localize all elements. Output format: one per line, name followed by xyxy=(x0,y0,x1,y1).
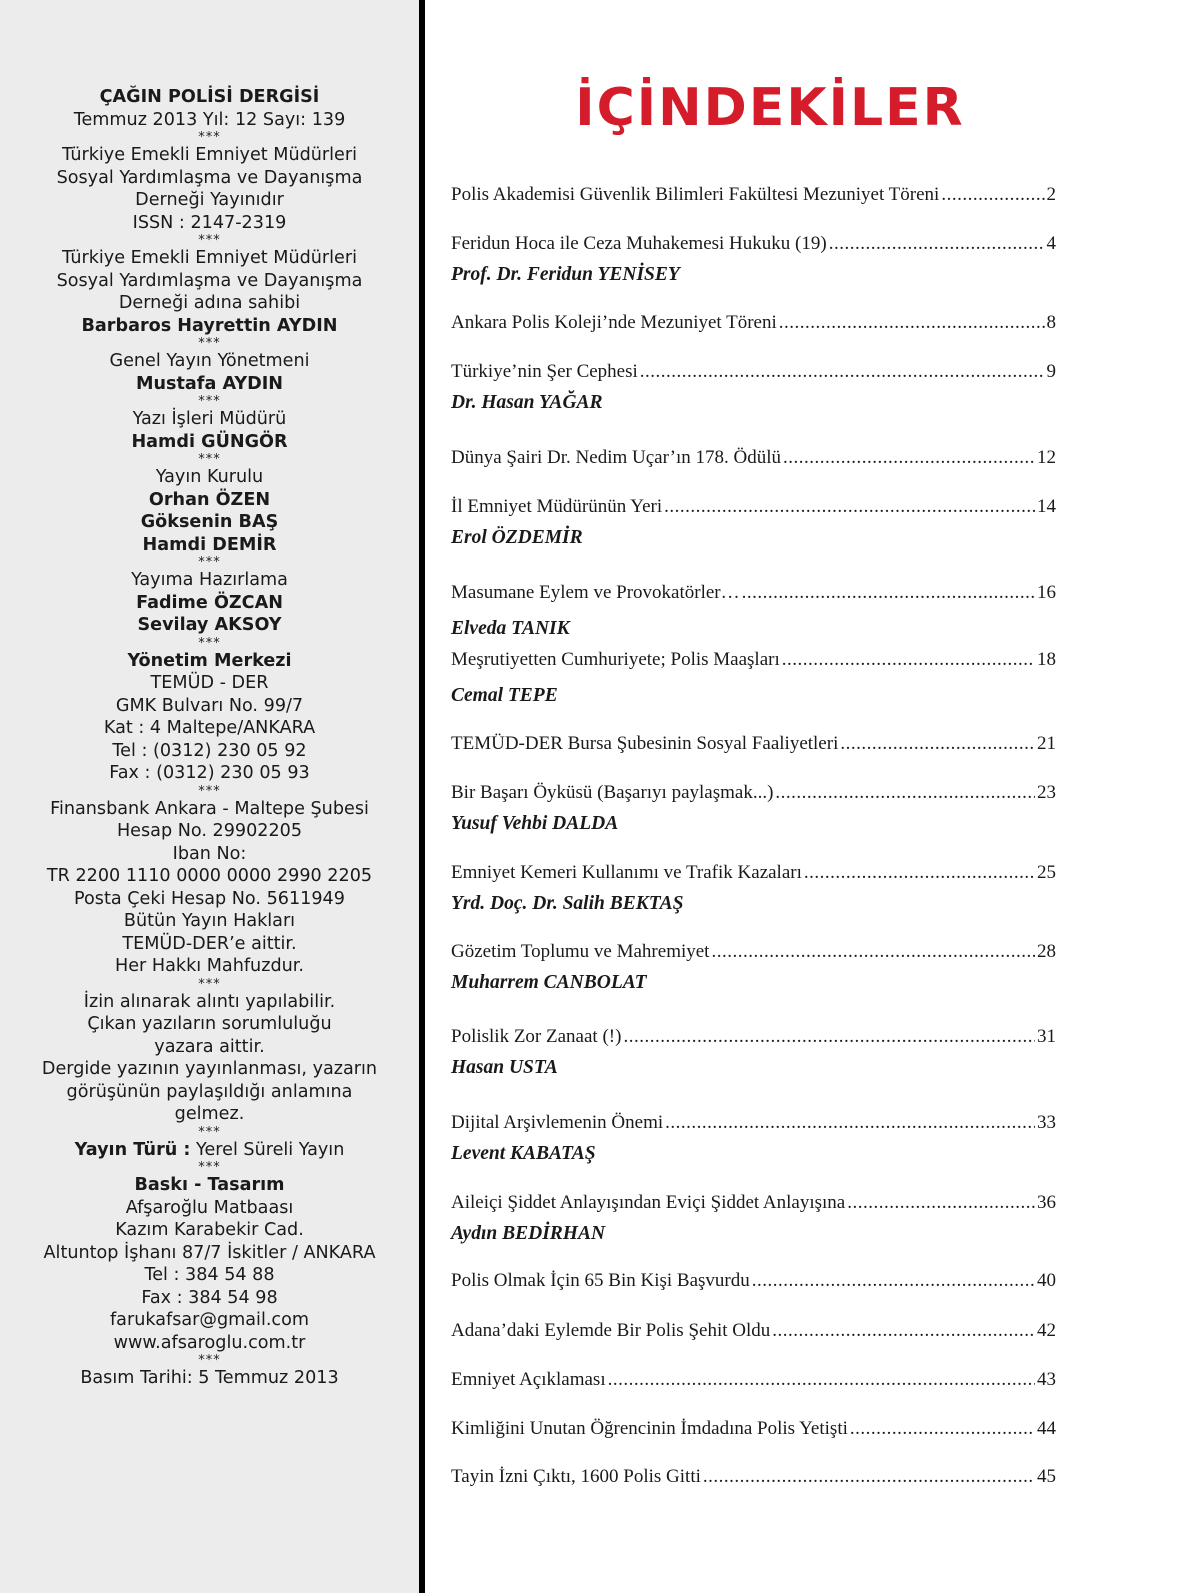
masthead-separator: *** xyxy=(198,130,221,145)
toc-leader-dots xyxy=(847,1191,1035,1215)
toc-entry-page: 21 xyxy=(1037,733,1056,754)
toc-entry-page: 33 xyxy=(1037,1112,1056,1133)
toc-entry-page: 43 xyxy=(1037,1369,1056,1390)
masthead-line: Bütün Yayın Hakları xyxy=(123,911,296,931)
masthead-separator: *** xyxy=(198,1124,221,1140)
toc-entry xyxy=(451,360,1056,384)
masthead-line: Mustafa AYDIN xyxy=(136,373,283,394)
toc-entry-title: Ankara Polis Koleji’nde Mezuniyet Töreni xyxy=(451,312,777,333)
toc-entry-author: Prof. Dr. Feridun YENİSEY xyxy=(451,264,680,285)
toc-entry-title: Emniyet Açıklaması xyxy=(451,1369,606,1390)
toc-entry xyxy=(451,648,1056,672)
masthead-line: Barbaros Hayrettin AYDIN xyxy=(81,315,338,336)
toc-entry xyxy=(451,232,1056,256)
masthead-line: GMK Bulvarı No. 99/7 xyxy=(115,695,304,716)
masthead-separator: *** xyxy=(198,1160,221,1175)
masthead-separator: *** xyxy=(198,1353,221,1368)
toc-entry-author: Yrd. Doç. Dr. Salih BEKTAŞ xyxy=(451,893,684,914)
masthead-line: Sosyal Yardımlaşma ve Dayanışma xyxy=(56,167,363,188)
toc-entry-page: 12 xyxy=(1037,447,1056,468)
toc-entry-title: Polislik Zor Zanaat (!) xyxy=(451,1026,622,1047)
masthead-line: Temmuz 2013 Yıl: 12 Sayı: 139 xyxy=(73,109,346,130)
toc-leader-dots xyxy=(779,311,1045,335)
masthead-line: Yayın Kurulu xyxy=(155,467,264,487)
toc-leader-dots xyxy=(703,1465,1035,1489)
toc-entry xyxy=(451,1368,1056,1392)
masthead-separator: *** xyxy=(198,233,221,248)
toc-entry xyxy=(451,861,1056,885)
masthead-line: Derneği Yayınıdır xyxy=(135,190,284,210)
toc-entry-page: 23 xyxy=(1037,782,1056,803)
contents-page xyxy=(431,0,1181,1593)
masthead-line: Basım Tarihi: 5 Temmuz 2013 xyxy=(80,1368,339,1388)
toc-leader-dots xyxy=(608,1368,1035,1392)
toc-entry-page: 44 xyxy=(1037,1418,1056,1439)
toc-entry-title: Kimliğini Unutan Öğrencinin İmdadına Polis Yetişti xyxy=(451,1418,848,1439)
toc-entry xyxy=(451,1319,1056,1343)
toc-entry-author: Yusuf Vehbi DALDA xyxy=(451,813,619,834)
toc-entry-author: Aydın BEDİRHAN xyxy=(451,1223,606,1244)
masthead-line: Göksenin BAŞ xyxy=(140,512,279,532)
masthead-line: Iban No: xyxy=(172,843,247,864)
toc-entry xyxy=(451,1465,1056,1489)
toc-entry xyxy=(451,1417,1056,1441)
toc-entry xyxy=(451,940,1056,964)
masthead-line: İzin alınarak alıntı yapılabilir. xyxy=(83,991,336,1012)
masthead-line: Çıkan yazıların sorumluluğu xyxy=(87,1014,332,1034)
toc-entry-author: Dr. Hasan YAĞAR xyxy=(451,392,603,413)
masthead-line: Türkiye Emekli Emniyet Müdürleri xyxy=(62,145,357,165)
masthead-line: farukafsar@gmail.com xyxy=(109,1310,310,1330)
toc-leader-dots xyxy=(640,360,1045,384)
toc-entry-title: Adana’daki Eylemde Bir Polis Şehit Oldu xyxy=(451,1320,771,1341)
toc-entry-title: Bir Başarı Öyküsü (Başarıyı paylaşmak...) xyxy=(451,782,774,803)
toc-entry xyxy=(451,1025,1056,1049)
toc-entry-page: 36 xyxy=(1037,1192,1056,1213)
toc-entry xyxy=(451,495,1056,519)
masthead-separator: *** xyxy=(198,394,221,409)
toc-entry-title: Dünya Şairi Dr. Nedim Uçar’ın 178. Ödülü xyxy=(451,447,781,468)
masthead-line: ISSN : 2147-2319 xyxy=(132,212,287,233)
toc-entry-page: 40 xyxy=(1037,1270,1056,1291)
toc-leader-dots xyxy=(782,648,1035,672)
masthead-line: TEMÜD-DER’e aittir. xyxy=(122,933,297,954)
toc-entry xyxy=(451,1191,1056,1215)
masthead-line xyxy=(0,1139,419,1162)
masthead-line: Fax : 384 54 98 xyxy=(141,1287,278,1308)
masthead-line: Sevilay AKSOY xyxy=(137,615,282,635)
masthead-sidebar xyxy=(0,0,425,1593)
masthead-line: Altuntop İşhanı 87/7 İskitler / ANKARA xyxy=(43,1242,376,1263)
toc-entry-page: 42 xyxy=(1037,1320,1056,1341)
masthead-line: Sosyal Yardımlaşma ve Dayanışma xyxy=(56,270,363,291)
masthead-line: Posta Çeki Hesap No. 5611949 xyxy=(74,888,345,909)
toc-leader-dots xyxy=(772,1319,1035,1343)
toc-leader-dots xyxy=(850,1417,1035,1441)
masthead-line: Tel : 384 54 88 xyxy=(144,1265,275,1285)
toc-entry-author: Levent KABATAŞ xyxy=(451,1143,596,1164)
toc-entry-title: Polis Akademisi Güvenlik Bilimleri Fakültesi Mezuniyet Töreni xyxy=(451,184,940,205)
toc-entry xyxy=(451,311,1056,335)
toc-entry-page: 4 xyxy=(1046,233,1056,254)
toc-entry-title: Tayin İzni Çıktı, 1600 Polis Gitti xyxy=(451,1466,701,1487)
masthead-separator: *** xyxy=(198,555,221,570)
toc-entry-page: 14 xyxy=(1037,496,1056,517)
toc-entry-title: Türkiye’nin Şer Cephesi xyxy=(451,361,638,382)
masthead-separator: *** xyxy=(198,976,221,992)
masthead-line: ÇAĞIN POLİSİ DERGİSİ xyxy=(99,87,320,107)
toc-leader-dots xyxy=(783,446,1035,470)
toc-entry xyxy=(451,446,1056,470)
masthead-line: Hesap No. 29902205 xyxy=(116,821,303,841)
masthead-separator: *** xyxy=(198,783,221,799)
toc-leader-dots xyxy=(711,940,1035,964)
masthead-label: Yayın Türü : xyxy=(74,1139,191,1160)
toc-entry-title: Gözetim Toplumu ve Mahremiyet xyxy=(451,941,710,962)
masthead-line: Kazım Karabekir Cad. xyxy=(115,1220,304,1240)
toc-entry-author: Erol ÖZDEMİR xyxy=(451,527,583,548)
masthead-line: Tel : (0312) 230 05 92 xyxy=(112,740,307,761)
toc-leader-dots xyxy=(665,1111,1035,1135)
toc-entry-page: 31 xyxy=(1037,1026,1056,1047)
toc-entry-page: 25 xyxy=(1037,862,1056,883)
masthead-line: Genel Yayın Yönetmeni xyxy=(109,351,310,371)
masthead-line: Derneği adına sahibi xyxy=(118,293,301,313)
masthead-separator: *** xyxy=(198,336,221,351)
page-title: İÇİNDEKİLER xyxy=(575,78,965,138)
toc-leader-dots xyxy=(664,495,1035,519)
toc-leader-dots xyxy=(829,232,1045,256)
toc-entry-page: 9 xyxy=(1046,361,1056,382)
toc-entry xyxy=(451,781,1056,805)
masthead-line: TR 2200 1110 0000 0000 2990 2205 xyxy=(46,866,373,886)
toc-entry-title: Aileiçi Şiddet Anlayışından Eviçi Şiddet Anlayışına xyxy=(451,1192,846,1213)
toc-entry-author: Elveda TANIK xyxy=(451,618,570,639)
toc-entry-page: 8 xyxy=(1046,312,1056,333)
toc-entry-author: Cemal TEPE xyxy=(451,685,558,706)
toc-entry-title: Meşrutiyetten Cumhuriyete; Polis Maaşları xyxy=(451,649,780,670)
masthead-separator: *** xyxy=(198,635,221,651)
toc-leader-dots xyxy=(742,581,1035,605)
masthead-line: Fadime ÖZCAN xyxy=(136,592,283,613)
toc-entry-title: Masumane Eylem ve Provokatörler… xyxy=(451,582,740,603)
toc-leader-dots xyxy=(840,732,1035,756)
masthead-line: www.afsaroglu.com.tr xyxy=(113,1332,306,1353)
toc-entry-page: 18 xyxy=(1037,649,1056,670)
toc-leader-dots xyxy=(623,1025,1035,1049)
masthead-line: Yazı İşleri Müdürü xyxy=(132,409,287,429)
toc-entry-page: 16 xyxy=(1037,582,1056,603)
masthead-line: Yönetim Merkezi xyxy=(127,650,292,671)
toc-entry xyxy=(451,1269,1056,1293)
toc-entry-author: Muharrem CANBOLAT xyxy=(451,972,647,993)
toc-entry-title: Dijital Arşivlemenin Önemi xyxy=(451,1112,664,1133)
masthead-line: yazara aittir. xyxy=(154,1036,265,1057)
toc-entry xyxy=(451,183,1056,207)
masthead-line: Türkiye Emekli Emniyet Müdürleri xyxy=(62,248,357,268)
masthead-value: Yerel Süreli Yayın xyxy=(196,1139,345,1160)
toc-leader-dots xyxy=(775,781,1035,805)
toc-entry xyxy=(451,581,1056,605)
toc-entry-page: 45 xyxy=(1037,1466,1056,1487)
toc-entry-title: İl Emniyet Müdürünün Yeri xyxy=(451,496,663,517)
masthead-line: Yayıma Hazırlama xyxy=(131,570,288,590)
masthead-line: Fax : (0312) 230 05 93 xyxy=(109,763,310,783)
toc-entry xyxy=(451,732,1056,756)
toc-leader-dots xyxy=(941,183,1044,207)
masthead-line: Orhan ÖZEN xyxy=(148,489,271,510)
masthead-line: Her Hakkı Mahfuzdur. xyxy=(115,956,304,976)
toc-entry-title: Polis Olmak İçin 65 Bin Kişi Başvurdu xyxy=(451,1270,750,1291)
toc-entry-page: 2 xyxy=(1046,184,1056,205)
masthead-separator: *** xyxy=(198,452,221,467)
masthead-line: Finansbank Ankara - Maltepe Şubesi xyxy=(50,798,369,819)
masthead-line: TEMÜD - DER xyxy=(150,673,269,693)
toc-entry xyxy=(451,1111,1056,1135)
masthead-line: Afşaroğlu Matbaası xyxy=(125,1197,294,1218)
toc-entry-page: 28 xyxy=(1037,941,1056,962)
toc-entry-title: Feridun Hoca ile Ceza Muhakemesi Hukuku (19) xyxy=(451,233,827,254)
masthead-line: gelmez. xyxy=(174,1104,245,1124)
masthead-line: görüşünün paylaşıldığı anlamına xyxy=(66,1081,353,1102)
toc-entry-title: Emniyet Kemeri Kullanımı ve Trafik Kazaları xyxy=(451,862,802,883)
toc-leader-dots xyxy=(752,1269,1035,1293)
masthead-line: Baskı - Tasarım xyxy=(134,1175,285,1195)
toc-leader-dots xyxy=(804,861,1035,885)
masthead-line: Hamdi GÜNGÖR xyxy=(131,431,288,452)
masthead-line: Kat : 4 Maltepe/ANKARA xyxy=(103,718,316,738)
masthead-line: Hamdi DEMİR xyxy=(142,534,277,555)
toc-entry-title: TEMÜD-DER Bursa Şubesinin Sosyal Faaliyetleri xyxy=(451,733,839,754)
toc-entry-author: Hasan USTA xyxy=(451,1057,558,1078)
masthead-line: Dergide yazının yayınlanması, yazarın xyxy=(41,1059,378,1079)
